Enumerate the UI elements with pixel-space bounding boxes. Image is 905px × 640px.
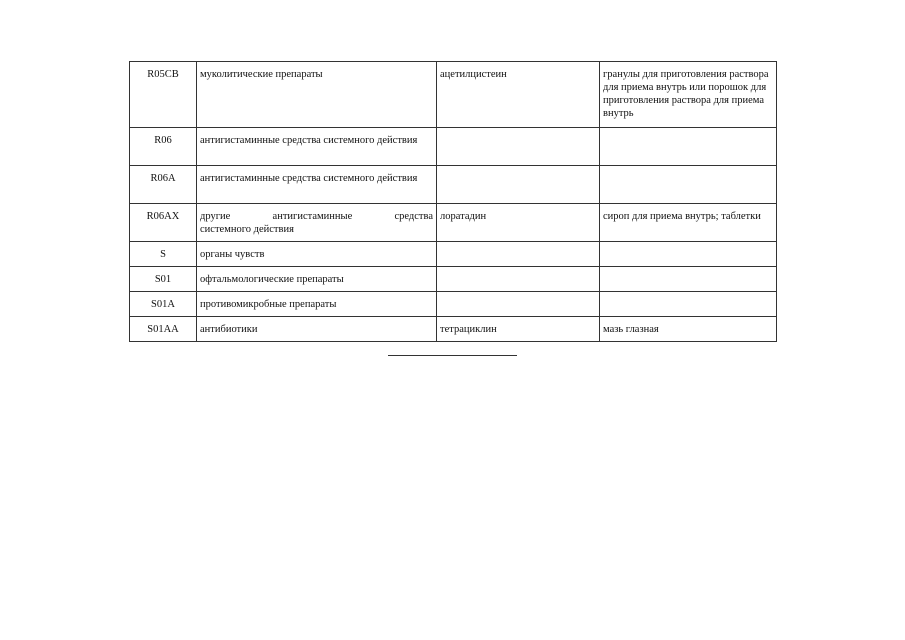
group-text-line-1: другие антигистаминные средства xyxy=(200,211,433,222)
drug-cell xyxy=(437,166,600,204)
dosage-form-cell xyxy=(600,267,777,292)
atc-code-cell: S01A xyxy=(130,292,197,317)
table-row xyxy=(130,317,777,342)
atc-code-cell: R06AX xyxy=(130,204,197,242)
drug-cell: лоратадин xyxy=(437,204,600,242)
group-cell: антигистаминные средства системного действия xyxy=(197,128,437,166)
table-row xyxy=(130,204,777,242)
table-row xyxy=(130,62,777,128)
atc-code-cell: R05CB xyxy=(130,62,197,128)
drug-cell xyxy=(437,292,600,317)
table-row xyxy=(130,166,777,204)
group-cell: антигистаминные средства системного действия xyxy=(197,166,437,204)
drug-cell: тетрациклин xyxy=(437,317,600,342)
group-cell: органы чувств xyxy=(197,242,437,267)
atc-code-cell: R06 xyxy=(130,128,197,166)
table-row xyxy=(130,292,777,317)
atc-code-cell: S01 xyxy=(130,267,197,292)
group-cell: офтальмологические препараты xyxy=(197,267,437,292)
table-row xyxy=(130,242,777,267)
atc-code-cell: S01AA xyxy=(130,317,197,342)
drug-classification-table xyxy=(129,61,777,342)
dosage-form-cell xyxy=(600,292,777,317)
dosage-form-cell: сироп для приема внутрь; таблетки xyxy=(600,204,777,242)
atc-code-cell: R06A xyxy=(130,166,197,204)
group-cell xyxy=(197,204,437,242)
drug-cell xyxy=(437,242,600,267)
dosage-form-cell: гранулы для приготовления раствора для приема внутрь или порошок для приготовления раствора для приема внутрь xyxy=(600,62,777,128)
drug-cell xyxy=(437,267,600,292)
table-row xyxy=(130,128,777,166)
dosage-form-cell: мазь глазная xyxy=(600,317,777,342)
group-cell: антибиотики xyxy=(197,317,437,342)
table-row xyxy=(130,267,777,292)
dosage-form-cell xyxy=(600,166,777,204)
group-cell: противомикробные препараты xyxy=(197,292,437,317)
footnote-separator-line xyxy=(388,355,517,356)
group-cell: муколитические препараты xyxy=(197,62,437,128)
drug-cell xyxy=(437,128,600,166)
group-text-line-2: системного действия xyxy=(200,224,294,235)
dosage-form-cell xyxy=(600,242,777,267)
drug-cell: ацетилцистеин xyxy=(437,62,600,128)
dosage-form-cell xyxy=(600,128,777,166)
atc-code-cell: S xyxy=(130,242,197,267)
